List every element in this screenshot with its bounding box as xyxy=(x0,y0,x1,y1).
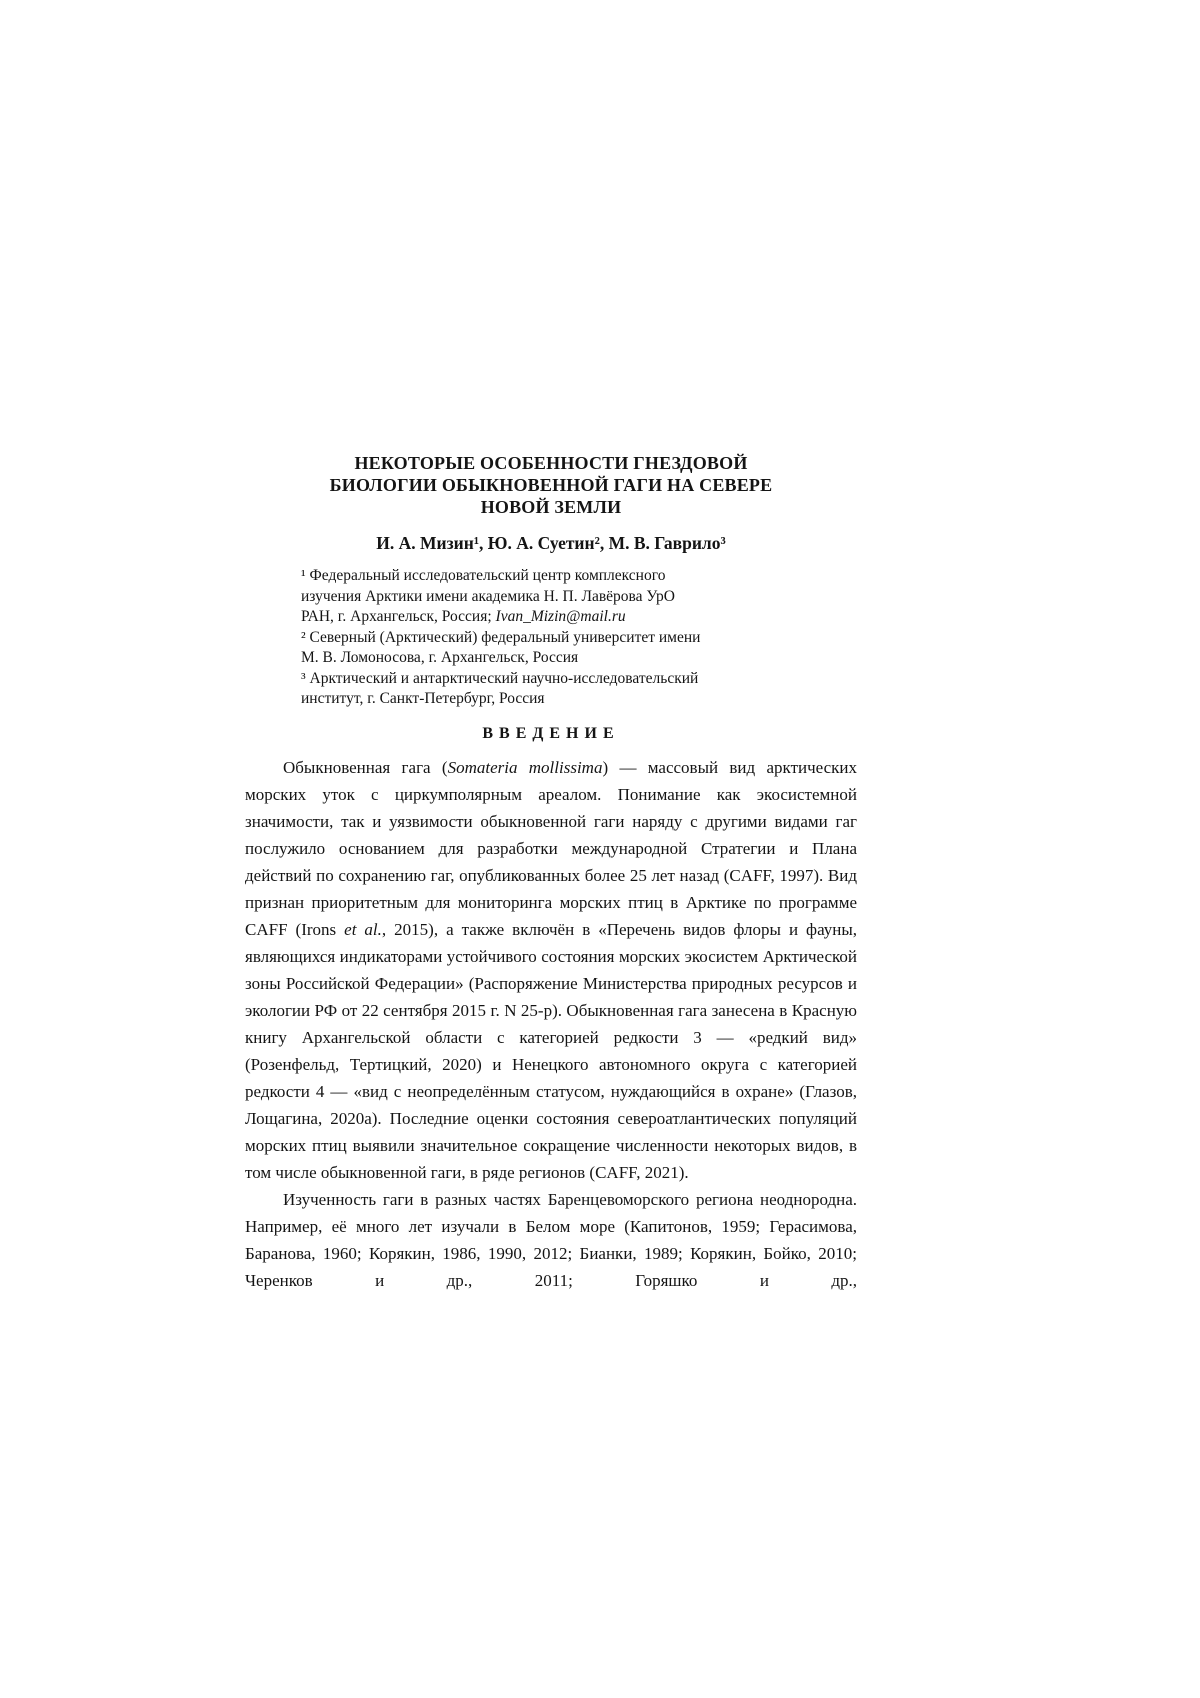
affiliation-1-line-3 xyxy=(301,607,779,628)
affiliation-2-line-1: ² Северный (Арктический) федеральный университет имени xyxy=(301,628,701,646)
content-column xyxy=(245,452,857,1294)
affiliation-3-line-1: ³ Арктический и антарктический научно-исследовательский xyxy=(301,669,699,687)
affiliations-block xyxy=(301,566,779,710)
title-line-3: НОВОЙ ЗЕМЛИ xyxy=(480,497,622,517)
affiliation-2-line-2: М. В. Ломоносова, г. Архангельск, Россия xyxy=(301,649,579,666)
paragraph-1-run-1: Обыкновенная гага ( xyxy=(283,757,448,777)
paragraph-1 xyxy=(245,754,857,1186)
title-line-2: БИОЛОГИИ ОБЫКНОВЕННОЙ ГАГИ НА СЕВЕРЕ xyxy=(329,475,773,495)
species-latin-name: Somateria mollissima xyxy=(447,757,603,777)
affiliation-1-line-2: изучения Арктики имени академика Н. П. Лавёрова УрО xyxy=(301,587,675,605)
paragraph-2: Изученность гаги в разных частях Баренцевоморского региона неоднородна. Например, её много лет изучали в Белом море (Капитонов, 1959; Герасимова, Баранова, 1960; Корякин, 1986, 1990, 2012; Бианки, 1989; Корякин, Бойко, 2010; Черенков и др., 2011; Горяшко и др., xyxy=(245,1189,857,1290)
paragraph-1-run-3: ) — массовый вид арктических морских уток с циркумполярным ареалом. Понимание как экосистемной значимости, так и уязвимости обыкновенной гаги наряду с другими видами гаг послужило основанием для разработки международной Стратегии и Плана действий по сохранению гаг, опубликованных более 25 лет назад (CAFF, 1997). Вид признан приоритетным для мониторинга морских птиц в Арктике по программе CAFF (Irons xyxy=(245,757,858,939)
section-heading-introduction: ВВЕДЕНИЕ xyxy=(482,724,620,742)
affiliation-1-line-1: ¹ Федеральный исследовательский центр комплексного xyxy=(301,567,666,584)
authors-line: И. А. Мизин¹, Ю. А. Суетин², М. В. Гаврило³ xyxy=(376,533,726,553)
paper-title xyxy=(245,452,857,518)
affiliation-1-line-3-text: РАН, г. Архангельск, Россия; xyxy=(301,608,496,625)
title-line-1: НЕКОТОРЫЕ ОСОБЕННОСТИ ГНЕЗДОВОЙ xyxy=(354,453,748,473)
affiliation-3-line-2: институт, г. Санкт-Петербург, Россия xyxy=(301,690,545,707)
email-address: Ivan_Mizin@mail.ru xyxy=(495,608,626,625)
et-al-citation: et al. xyxy=(344,919,382,939)
paragraph-1-run-5: , 2015), а также включён в «Перечень видов флоры и фауны, являющихся индикаторами устойчивого состояния морских экосистем Арктической зоны Российской Федерации» (Распоряжение Министерства природных ресурсов и экологии РФ от 22 сентября 2015 г. N 25-р). Обыкновенная гага занесена в Красную книгу Архангельской области с категорией редкости 3 — «редкий вид» (Розенфельд, Тертицкий, 2020) и Ненецкого автономного округа с категорией редкости 4 — «вид с неопределённым статусом, нуждающийся в охране» (Глазов, Лощагина, 2020а). Последние оценки состояния североатлантических популяций морских птиц выявили значительное сокращение численности некоторых видов, в том числе обыкновенной гаги, в ряде регионов (CAFF, 2021). xyxy=(245,919,858,1182)
